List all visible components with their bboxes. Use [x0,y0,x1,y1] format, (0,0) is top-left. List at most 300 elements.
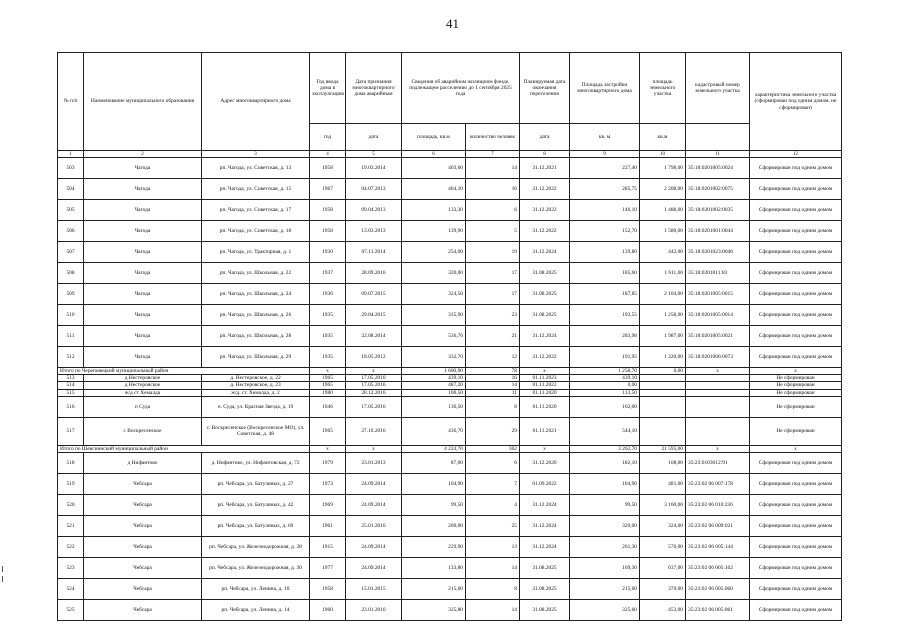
cadastral-cell: x [686,445,750,452]
area-cell: 99,50 [402,495,466,516]
municipality-cell: Чебсара [84,516,202,537]
plan-date-cell: 01.11.2020 [520,389,570,396]
date-cell: 04.07.2013 [346,179,402,200]
built-area-cell: 187,85 [570,284,640,305]
cadastral-cell: x [686,368,750,375]
land-area-cell [640,396,686,417]
row-number: 513 [58,375,84,382]
land-area-cell: 1 798,00 [640,158,686,179]
built-area-cell: 227,40 [570,158,640,179]
area-cell: 4 224,70 [402,445,466,452]
table-row [58,179,842,200]
date-cell: 25.01.2016 [346,516,402,537]
municipality-cell: п Суда [84,396,202,417]
year-cell: 1935 [310,326,346,347]
row-number: 517 [58,417,84,445]
row-number: 509 [58,284,84,305]
cadastral-cell: 35:23:02 06 010:236 [686,495,750,516]
unit-year: год [310,124,346,151]
built-area-cell: 146,10 [570,200,640,221]
municipality-cell: Чагода [84,242,202,263]
residents-cell: 8 [466,579,520,600]
land-area-cell: 442,00 [640,242,686,263]
plan-date-cell: 31.12.2024 [520,495,570,516]
year-cell: 1965 [310,382,346,389]
year-cell: 1979 [310,453,346,474]
characteristic-cell: x [750,368,842,375]
characteristic-cell: Сформирован под одним домом [750,600,842,621]
cadastral-cell: 35:18:0201005:0024 [686,158,750,179]
table-row [58,375,842,382]
table-row [58,347,842,368]
table-row [58,579,842,600]
cadastral-cell: 35:23:02 06 007:178 [686,474,750,495]
characteristic-cell: Сформирован под одним домом [750,558,842,579]
residents-cell: 16 [466,179,520,200]
margin-mark [2,576,5,582]
area-cell: 200,00 [402,516,466,537]
table-row [58,417,842,445]
address-cell: рп. Чебсара, ул. Железнодорожная, д. 28 [202,537,310,558]
address-cell: рп. Чебсара, ул. Ленина, д. 14 [202,600,310,621]
area-cell: 133,30 [402,200,466,221]
plan-date-cell: 31.08.2025 [520,263,570,284]
table-row [58,221,842,242]
unit-land-sqm: кв.м [640,124,686,151]
date-cell: 23.01.2013 [346,453,402,474]
date-cell: 28.12.2016 [346,389,402,396]
residents-cell: 12 [466,347,520,368]
date-cell: 07.11.2014 [346,242,402,263]
row-number: 503 [58,158,84,179]
built-area-cell: 544,10 [570,417,640,445]
residents-cell: 25 [466,516,520,537]
municipality-cell: Чагода [84,326,202,347]
date-cell: 17.05.2016 [346,382,402,389]
characteristic-cell: Не сформирован [750,396,842,417]
row-number: 515 [58,389,84,396]
address-cell: рп. Чагода, ул. Советская, д. 18 [202,221,310,242]
unit-area: площадь, кв.м [402,124,466,151]
header-year-built: Год ввода дома в эксплуатацию [310,53,346,124]
unit-cadastral-empty [686,124,750,151]
residents-cell: 17 [466,284,520,305]
area-cell: 536,76 [402,326,466,347]
table-row [58,284,842,305]
cadastral-cell [686,417,750,445]
year-cell: x [310,368,346,375]
land-area-cell: 3 160,00 [640,495,686,516]
margin-mark [2,566,5,572]
date-cell: 19.03.2014 [346,158,402,179]
built-area-cell: 139,80 [570,242,640,263]
col-number: 1 [58,151,84,158]
year-cell: 1980 [310,389,346,396]
plan-date-cell: 31.08.2025 [520,600,570,621]
characteristic-cell: Сформирован под одним домом [750,158,842,179]
land-area-cell [640,375,686,382]
cadastral-cell: 35:23:02 06 005:061 [686,600,750,621]
characteristic-cell: x [750,445,842,452]
row-number: 520 [58,495,84,516]
row-number: 521 [58,516,84,537]
characteristic-cell: Не сформирован [750,389,842,396]
built-area-cell: 3 262,70 [570,445,640,452]
header-municipality: Наименование муниципального образования [84,53,202,151]
year-cell: 1930 [310,242,346,263]
built-area-cell: 162,00 [570,396,640,417]
address-cell: рп. Чагода, ул. Тракторная, д. 1 [202,242,310,263]
residents-cell: 23 [466,305,520,326]
cadastral-cell: 35:18:0201002:0035 [686,200,750,221]
cadastral-cell: 35:23:02 06 009:021 [686,516,750,537]
municipality-cell: д Нифантово [84,453,202,474]
characteristic-cell: Сформирован под одним домом [750,516,842,537]
row-number: 510 [58,305,84,326]
plan-date-cell: 31.12.2024 [520,537,570,558]
area-cell: 325,80 [402,600,466,621]
row-number: 511 [58,326,84,347]
characteristic-cell: Не сформирован [750,382,842,389]
date-cell: 24.09.2014 [346,558,402,579]
land-area-cell: 21 595,00 [640,445,686,452]
plan-date-cell: 31.12.2022 [520,221,570,242]
built-area-cell: 169,30 [570,558,640,579]
built-area-cell: 320,00 [570,516,640,537]
date-cell: 24.09.2014 [346,537,402,558]
municipality-cell: Чагода [84,158,202,179]
header-planned-date: Планируемая дата окончания переселения [520,53,570,124]
address-cell: рп. Чебсара, ул. Батулиных, д. 42 [202,495,310,516]
residents-cell: 302 [466,445,520,452]
table-row [58,326,842,347]
land-area-cell: 1 258,00 [640,305,686,326]
col-number: 2 [84,151,202,158]
year-cell: 1973 [310,474,346,495]
residents-cell: 13 [466,537,520,558]
year-cell: 1965 [310,375,346,382]
built-area-cell: 325,60 [570,600,640,621]
row-number: 519 [58,474,84,495]
residents-cell: 6 [466,200,520,221]
area-cell: 133,80 [402,558,466,579]
residents-cell: 14 [466,558,520,579]
header-num: № п/п [58,53,84,151]
area-cell: 87,00 [402,453,466,474]
table-row [58,600,842,621]
col-number: 12 [750,151,842,158]
subtotal-row [58,368,842,375]
land-area-cell: 481,00 [640,474,686,495]
built-area-cell: 439,10 [570,375,640,382]
municipality-cell: Чагода [84,200,202,221]
municipality-cell: Чебсара [84,537,202,558]
characteristic-cell: Сформирован под одним домом [750,305,842,326]
plan-date-cell: 31.12.2022 [520,179,570,200]
cadastral-cell: 35:18:0201002:0075 [686,179,750,200]
municipality-cell: с Воскресенское [84,417,202,445]
address-cell: рп. Чагода, ул. Школьная, д. 26 [202,305,310,326]
col-number: 10 [640,151,686,158]
land-area-cell: 0,00 [640,368,686,375]
built-area-cell: 215,60 [570,579,640,600]
municipality-cell: Чагода [84,305,202,326]
plan-date-cell: 31.08.2025 [520,579,570,600]
cadastral-cell: 35:18:0201005:0015 [686,284,750,305]
year-cell: 1965 [310,417,346,445]
area-cell: 229,90 [402,537,466,558]
date-cell: 28.09.2016 [346,263,402,284]
municipality-cell: д Нестеровское [84,375,202,382]
municipality-cell: Чагода [84,263,202,284]
area-cell: 139,90 [402,221,466,242]
table-row [58,537,842,558]
col-number: 9 [570,151,640,158]
year-cell: 1958 [310,200,346,221]
header-date-condemned: Дата признания многоквартирного дома аварийным [346,53,402,124]
area-cell: 335,90 [402,305,466,326]
characteristic-cell: Сформирован под одним домом [750,200,842,221]
table-row [58,263,842,284]
area-cell: 100,50 [402,389,466,396]
cadastral-cell: 35:23:0103012:91 [686,453,750,474]
table-body [58,158,842,621]
residents-cell: 14 [466,158,520,179]
built-area-cell: 99,50 [570,495,640,516]
address-cell: ж/д. ст. Хемалда, д. 2 [202,389,310,396]
area-cell: 1 600,00 [402,368,466,375]
unit-built-sqm: кв. м [570,124,640,151]
characteristic-cell: Не сформирован [750,375,842,382]
land-area-cell: 453,00 [640,600,686,621]
municipality-cell: Чебсара [84,579,202,600]
col-number: 3 [202,151,310,158]
date-cell: 15.01.2015 [346,579,402,600]
built-area-cell: 285,75 [570,179,640,200]
header-cadastral: кадастровый номер земельного участка [686,53,750,124]
built-area-cell: 283,98 [570,326,640,347]
year-cell: 1937 [310,263,346,284]
plan-date-cell: 31.12.2024 [520,242,570,263]
year-cell: 1961 [310,516,346,537]
characteristic-cell: Сформирован под одним домом [750,474,842,495]
characteristic-cell: Сформирован под одним домом [750,326,842,347]
residents-cell: 19 [466,242,520,263]
col-number: 4 [310,151,346,158]
built-area-cell: 261,30 [570,537,640,558]
land-area-cell: 1 488,00 [640,200,686,221]
municipality-cell: Чебсара [84,495,202,516]
address-cell: рп. Чебсара, ул. Батулиных, д. 27 [202,474,310,495]
housing-register-table [57,52,842,621]
residents-cell: 11 [466,389,520,396]
row-number: 508 [58,263,84,284]
cadastral-cell: 35:23:02 06 005:060 [686,579,750,600]
area-cell: 332,70 [402,347,466,368]
residents-cell: 5 [466,221,520,242]
land-area-cell: 1 611,00 [640,263,686,284]
row-number: 525 [58,600,84,621]
year-cell: 1969 [310,495,346,516]
address-cell: д. Нестеровское, д. 22 [202,375,310,382]
year-cell: 1958 [310,158,346,179]
unit-plan-date: дата [520,124,570,151]
date-cell: x [346,445,402,452]
plan-date-cell: 01.11.2020 [520,396,570,417]
cadastral-cell: 35:18:0201005:0021 [686,326,750,347]
municipality-cell: Чебсара [84,474,202,495]
plan-date-cell: 31.08.2025 [520,558,570,579]
area-cell: 320,00 [402,263,466,284]
built-area-cell: 152,70 [570,221,640,242]
residents-cell: 17 [466,263,520,284]
land-area-cell: 324,00 [640,516,686,537]
plan-date-cell: 31.12.2021 [520,158,570,179]
table-row [58,242,842,263]
land-area-cell: 576,00 [640,537,686,558]
table-row [58,396,842,417]
header-address: Адрес многоквартирного дома [202,53,310,151]
built-area-cell: 193,55 [570,305,640,326]
area-cell: 215,60 [402,579,466,600]
table-row [58,558,842,579]
area-cell: 487,20 [402,382,466,389]
plan-date-cell: 31.12.2024 [520,326,570,347]
table-row [58,305,842,326]
date-cell: 17.05.2016 [346,375,402,382]
municipality-cell: Чагода [84,221,202,242]
plan-date-cell: 01.11.2023 [520,375,570,382]
address-cell: рп. Чебсара, ул. Железнодорожная, д. 30 [202,558,310,579]
col-number: 5 [346,151,402,158]
date-cell: 24.09.2014 [346,495,402,516]
built-area-cell: 1 258,70 [570,368,640,375]
municipality-cell: д Нестеровское [84,382,202,389]
date-cell: 27.10.2016 [346,417,402,445]
residents-cell: 7 [466,474,520,495]
land-area-cell [640,417,686,445]
land-area-cell: 108,00 [640,453,686,474]
address-cell: рп. Чагода, ул. Школьная, д. 29 [202,347,310,368]
year-cell: 1960 [310,600,346,621]
characteristic-cell: Сформирован под одним домом [750,579,842,600]
address-cell: рп. Чебсара, ул. Ленина, д. 10 [202,579,310,600]
characteristic-cell: Сформирован под одним домом [750,284,842,305]
land-area-cell: 2 104,00 [640,284,686,305]
address-cell: д. Нифантово, ул. Нифантовская, д. 72 [202,453,310,474]
subtotal-label: Итого по Череповецкий муниципальный район [58,368,310,375]
header-emergency-fund: Сведения об аварийном жилищном фонде, подлежащем расселению до 1 сентября 2025 года [402,53,520,124]
characteristic-cell: Не сформирован [750,417,842,445]
col-number: 7 [466,151,520,158]
plan-date-cell: 01.11.2022 [520,382,570,389]
address-cell: с. Воскресенское (Воскресенское МО), ул. Советская, д. 48 [202,417,310,445]
residents-cell: 4 [466,495,520,516]
address-cell: рп. Чагода, ул. Советская, д. 13 [202,158,310,179]
municipality-cell: Чагода [84,284,202,305]
subtotal-row [58,445,842,452]
date-cell: 13.03.2013 [346,221,402,242]
area-cell: 403,60 [402,158,466,179]
table-row [58,453,842,474]
address-cell: рп. Чагода, ул. Школьная, д. 28 [202,326,310,347]
built-area-cell: 182,10 [570,453,640,474]
plan-date-cell: 31.12.2022 [520,347,570,368]
municipality-cell: Чагода [84,347,202,368]
year-cell: 1915 [310,537,346,558]
cadastral-cell: 35:18:0201011:83 [686,263,750,284]
residents-cell: 21 [466,326,520,347]
characteristic-cell: Сформирован под одним домом [750,263,842,284]
row-number: 505 [58,200,84,221]
year-cell: 1936 [310,284,346,305]
table-row [58,495,842,516]
address-cell: рп. Чагода, ул. Советская, д. 17 [202,200,310,221]
built-area-cell: 0,00 [570,382,640,389]
cadastral-cell: 35:18:0201001:0044 [686,221,750,242]
row-number: 512 [58,347,84,368]
page-number: 41 [446,16,459,31]
area-cell: 439,10 [402,375,466,382]
area-cell: 464,10 [402,179,466,200]
area-cell: 104,90 [402,474,466,495]
land-area-cell: 370,00 [640,579,686,600]
residents-cell: 16 [466,375,520,382]
municipality-cell: Чебсара [84,600,202,621]
characteristic-cell: Сформирован под одним домом [750,179,842,200]
cadastral-cell: 35:23:02 06 005:162 [686,558,750,579]
land-area-cell [640,389,686,396]
plan-date-cell: 31.08.2025 [520,305,570,326]
table-row [58,382,842,389]
cadastral-cell [686,375,750,382]
characteristic-cell: Сформирован под одним домом [750,495,842,516]
table-row [58,516,842,537]
address-cell: рп. Чагода, ул. Советская, д. 15 [202,179,310,200]
built-area-cell: 113,50 [570,389,640,396]
plan-date-cell: x [520,445,570,452]
address-cell: рп. Чагода, ул. Школьная, д. 22 [202,263,310,284]
land-area-cell: 2 208,00 [640,179,686,200]
header-land-area: площадь земельного участка [640,53,686,124]
characteristic-cell: Сформирован под одним домом [750,221,842,242]
plan-date-cell: 31.12.2022 [520,200,570,221]
land-area-cell [640,382,686,389]
built-area-cell: 191,95 [570,347,640,368]
year-cell: 1935 [310,305,346,326]
cadastral-cell: 35:18:0201005:0014 [686,305,750,326]
year-cell: x [310,445,346,452]
row-number: 522 [58,537,84,558]
subtotal-label: Итого по Шекснинский муниципальный район [58,445,310,452]
area-cell: 324,50 [402,284,466,305]
row-number: 506 [58,221,84,242]
municipality-cell: ж/д ст Хемалда [84,389,202,396]
table-row [58,389,842,396]
address-cell: рп. Чебсара, ул. Батулиных, д. 69 [202,516,310,537]
date-cell: 24.09.2014 [346,474,402,495]
address-cell: рп. Чагода, ул. Школьная, д. 24 [202,284,310,305]
header-built-area: Площадь застройки многоквартирного дома [570,53,640,124]
header-land-characteristics: характеристика земельного участка (сформирован под одним домом, не сформирован) [750,53,842,151]
row-number: 507 [58,242,84,263]
date-cell: 22.08.2014 [346,326,402,347]
table-row [58,200,842,221]
year-cell: 1977 [310,558,346,579]
column-number-row [58,151,842,158]
land-area-cell: 1 987,00 [640,326,686,347]
year-cell: 1946 [310,396,346,417]
